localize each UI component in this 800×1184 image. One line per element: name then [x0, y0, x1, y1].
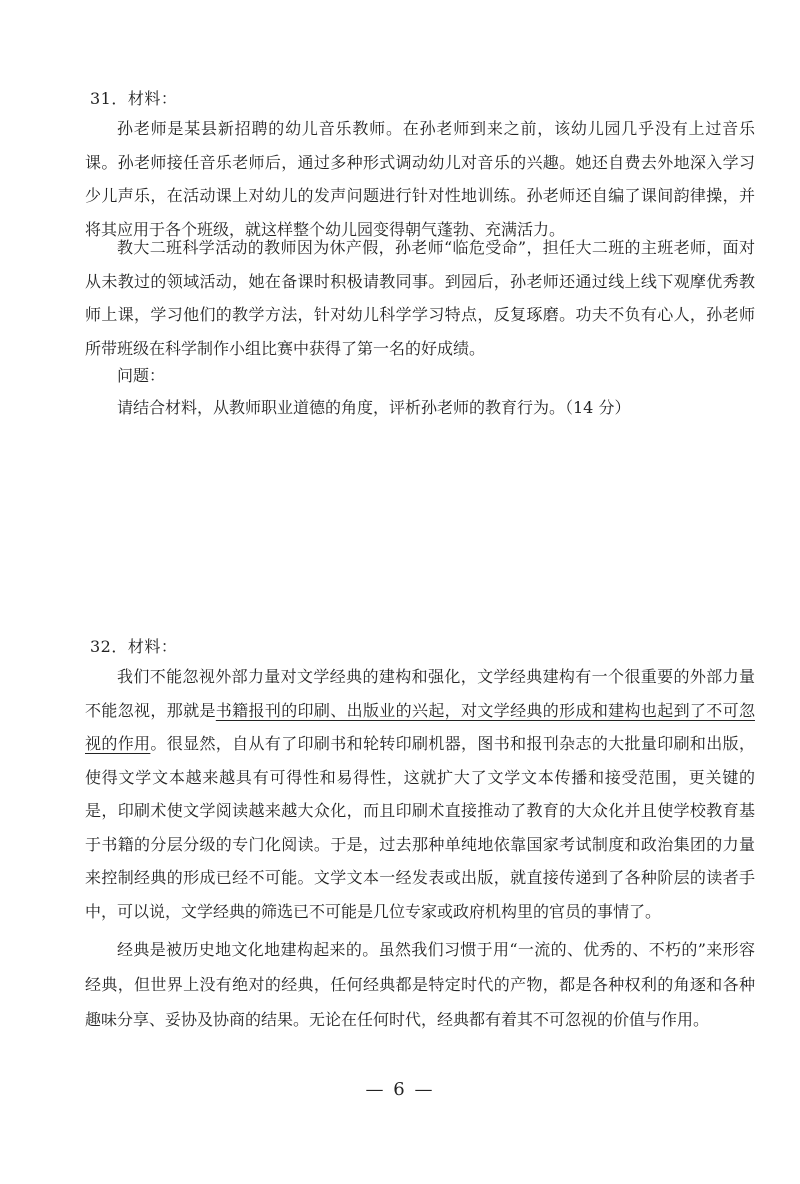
paragraph-text: 。很显然，自从有了印刷书和轮转印刷机器，图书和报刊杂志的大批量印刷和出版，使得文学文本越来越具有可得性和易得性，这就扩大了文学文本传播和接受范围，更关键的是，印刷术使文学阅读越来越大众化，而且印刷术直接推动了教育的大众化并且使学校教育基于书籍的分层分级的专门化阅读。于是，过去那种单纯地依靠国家考试制度和政治集团的力量来控制经典的形成已经不可能。文学文本一经发表或出版，就直接传递到了各种阶层的读者手中，可以说，文学经典的筛选已不可能是几位专家或政府机构里的官员的事情了。	[85, 734, 755, 921]
question-31-paragraph-2: 教大二班科学活动的教师因为休产假，孙老师“临危受命”，担任大二班的主班老师，面对从未教过的领域活动，她在备课时积极请教同事。到园后，孙老师还通过线上线下观摩优秀教师上课，学习他们的教学方法，针对幼儿科学学习特点，反复琢磨。功夫不负有心人，孙老师所带班级在科学制作小组比赛中获得了第一名的好成绩。	[85, 238, 755, 358]
paragraph-text: 我们不能忽视外部力量对文学经典的建构和强化，文学经典建构有一个很重要的外部力量不能忽视，那就是	[85, 667, 755, 720]
page-number: — 6 —	[365, 1079, 435, 1100]
question-32-paragraph-1	[85, 660, 755, 928]
question-31-heading: 31．材料：	[90, 89, 178, 108]
question-31-prompt: 请结合材料，从教师职业道德的角度，评析孙老师的教育行为。（14 分）	[117, 398, 631, 417]
question-32-paragraph-2: 经典是被历史地文化地建构起来的。虽然我们习惯于用“一流的、优秀的、不朽的”来形容经典，但世界上没有绝对的经典，任何经典都是特定时代的产物，都是各种权利的角逐和各种趣味分享、妥协及协商的结果。无论在任何时代，经典都有着其不可忽视的价值与作用。	[85, 940, 755, 1029]
question-31-label: 问题：	[117, 366, 166, 385]
underlined-passage: 书籍报刊的印刷、出版业的兴起，对文学经典的形成和建构也起到了不可忽视的作用	[85, 700, 755, 753]
question-31-paragraph-1: 孙老师是某县新招聘的幼儿音乐教师。在孙老师到来之前，该幼儿园几乎没有上过音乐课。孙老师接任音乐老师后，通过多种形式调动幼儿对音乐的兴趣。她还自费去外地深入学习少儿声乐，在活动课上对幼儿的发声问题进行针对性地训练。孙老师还自编了课间韵律操，并将其应用于各个班级，就这样整个幼儿园变得朝气蓬勃、充满活力。	[85, 119, 755, 239]
question-32-heading: 32．材料：	[90, 637, 178, 656]
